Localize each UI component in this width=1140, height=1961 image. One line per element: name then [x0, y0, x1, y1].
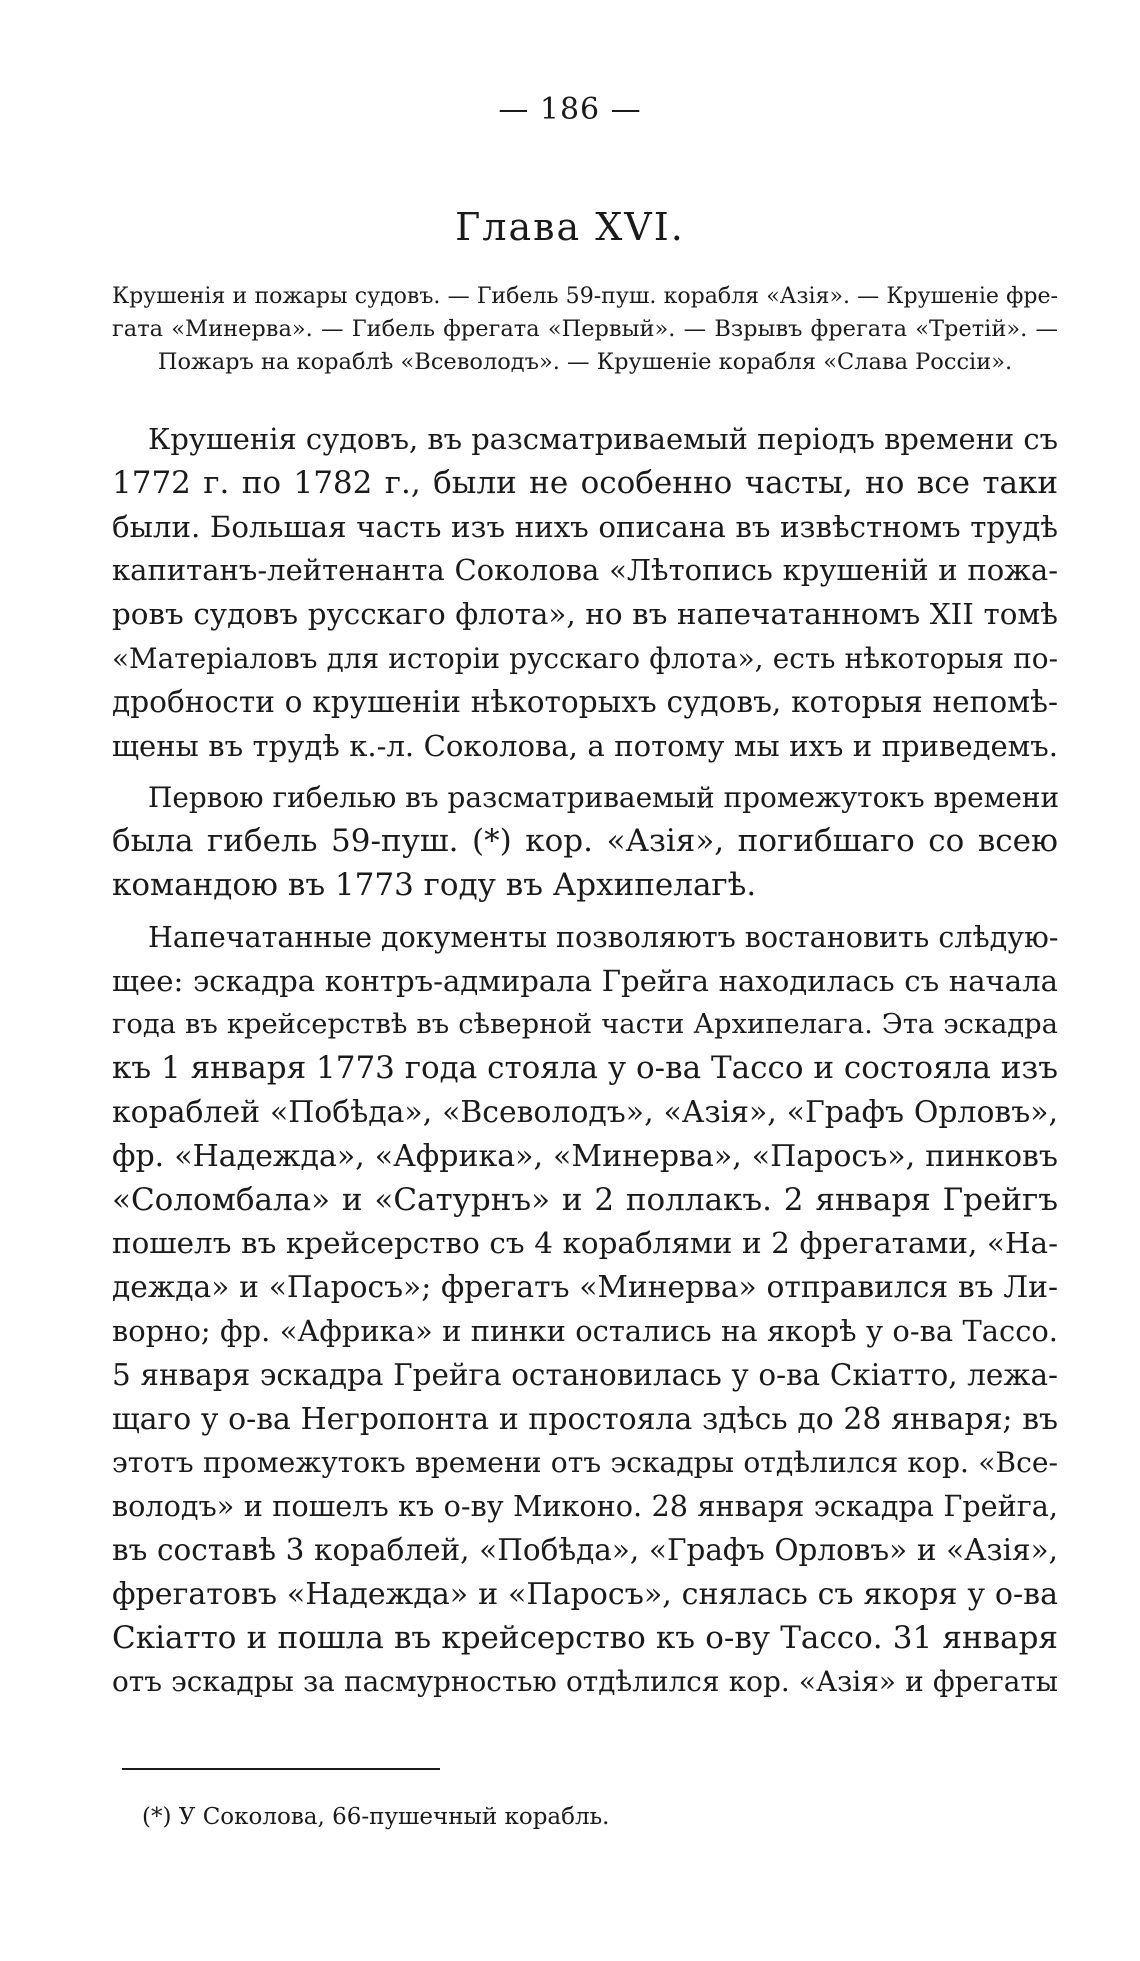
text-line: Скіатто и пошла въ крейсерство къ о-ву Тассо. 31 января	[112, 1619, 1058, 1656]
paragraph	[112, 776, 1058, 907]
text-line: Напечатанные документы позволяютъ востановить слѣдую-	[148, 920, 1059, 954]
text-line: капитанъ-лейтенанта Соколова «Лѣтопись крушеній и пожа-	[112, 553, 1058, 588]
text-line: 5 января эскадра Грейга остановилась у о-ва Скіатто, лежа-	[112, 1357, 1058, 1392]
footnote-divider	[122, 1768, 440, 1770]
text-line: фр. «Надежда», «Африка», «Минерва», «Паросъ», пинковъ	[112, 1138, 1058, 1174]
paragraph	[112, 418, 1058, 768]
page-number: — 186 —	[498, 92, 642, 127]
text-line: въ составѣ 3 кораблей, «Побѣда», «Графъ Орловъ» и «Азія»,	[112, 1532, 1058, 1567]
footnote: (*) У Соколова, 66-пушечный корабль.	[142, 1804, 610, 1830]
chapter-title: Глава XVI.	[455, 205, 685, 249]
paragraph	[112, 916, 1058, 1704]
text-line: дробности о крушеніи нѣкоторыхъ судовъ, которыя непомѣ-	[112, 684, 1058, 719]
text-line: Крушенія судовъ, въ разсматриваемый періодъ времени съ	[148, 422, 1058, 456]
text-line: володъ» и пошелъ къ о-ву Миконо. 28 января эскадра Грейга,	[112, 1489, 1058, 1524]
text-line: ворно; фр. «Африка» и пинки остались на якорѣ у о-ва Тассо.	[112, 1313, 1058, 1348]
summary-line: Пожаръ на кораблѣ «Всеволодъ». — Крушеніе корабля «Слава Россіи».	[157, 349, 1013, 375]
text-line: пошелъ въ крейсерство съ 4 кораблями и 2 фрегатами, «На-	[112, 1226, 1058, 1261]
body-text	[112, 418, 1058, 1704]
text-line: Первою гибелью въ разсматриваемый промежутокъ времени	[148, 781, 1060, 815]
text-line: года въ крейсерствѣ въ сѣверной части Архипелага. Эта эскадра	[112, 1009, 1058, 1041]
summary-line: гата «Минерва». — Гибель фрегата «Первый». — Взрывъ фрегата «Третій». —	[112, 316, 1058, 342]
text-line: была гибель 59-пуш. (*) кор. «Азія», погибшаго со всею	[112, 823, 1058, 860]
summary-line: Крушенія и пожары судовъ. — Гибель 59-пуш. корабля «Азія». — Крушеніе фре-	[112, 284, 1058, 309]
text-line: командою въ 1773 году въ Архипелагѣ.	[112, 866, 757, 903]
text-line: дежда» и «Паросъ»; фрегатъ «Минерва» отправился въ Ли-	[112, 1270, 1058, 1306]
text-line: «Соломбала» и «Сатурнъ» и 2 поллакъ. 2 января Грейгъ	[112, 1181, 1058, 1218]
text-line: къ 1 января 1773 года стояла у о-ва Тассо и состояла изъ	[112, 1050, 1058, 1087]
text-line: «Матеріаловъ для исторіи русскаго флота», есть нѣкоторыя по-	[112, 641, 1058, 675]
text-line: 1772 г. по 1782 г., были не особенно часты, но все таки	[112, 464, 1058, 501]
text-line: фрегатовъ «Надежда» и «Паросъ», снялась съ якоря у о-ва	[112, 1576, 1058, 1612]
text-line: щаго у о-ва Негропонта и простояла здѣсь до 28 января; въ	[112, 1401, 1058, 1437]
chapter-summary	[112, 280, 1058, 379]
text-line: были. Большая часть изъ нихъ описана въ извѣстномъ трудѣ	[112, 509, 1058, 544]
text-line: щее: эскадра контръ-адмирала Грейга находилась съ начала	[112, 963, 1058, 998]
text-line: щены въ трудѣ к.-л. Соколова, а потому мы ихъ и приведемъ.	[112, 728, 1058, 763]
text-line: этотъ промежутокъ времени отъ эскадры отдѣлился кор. «Все-	[112, 1446, 1058, 1480]
text-line: отъ эскадры за пасмурностью отдѣлился кор. «Азія» и фрегаты	[112, 1665, 1058, 1699]
text-line: ровъ судовъ русскаго флота», но въ напечатанномъ XII томѣ	[112, 597, 1058, 632]
text-line: кораблей «Побѣда», «Всеволодъ», «Азія», «Графъ Орловъ»,	[112, 1094, 1058, 1130]
